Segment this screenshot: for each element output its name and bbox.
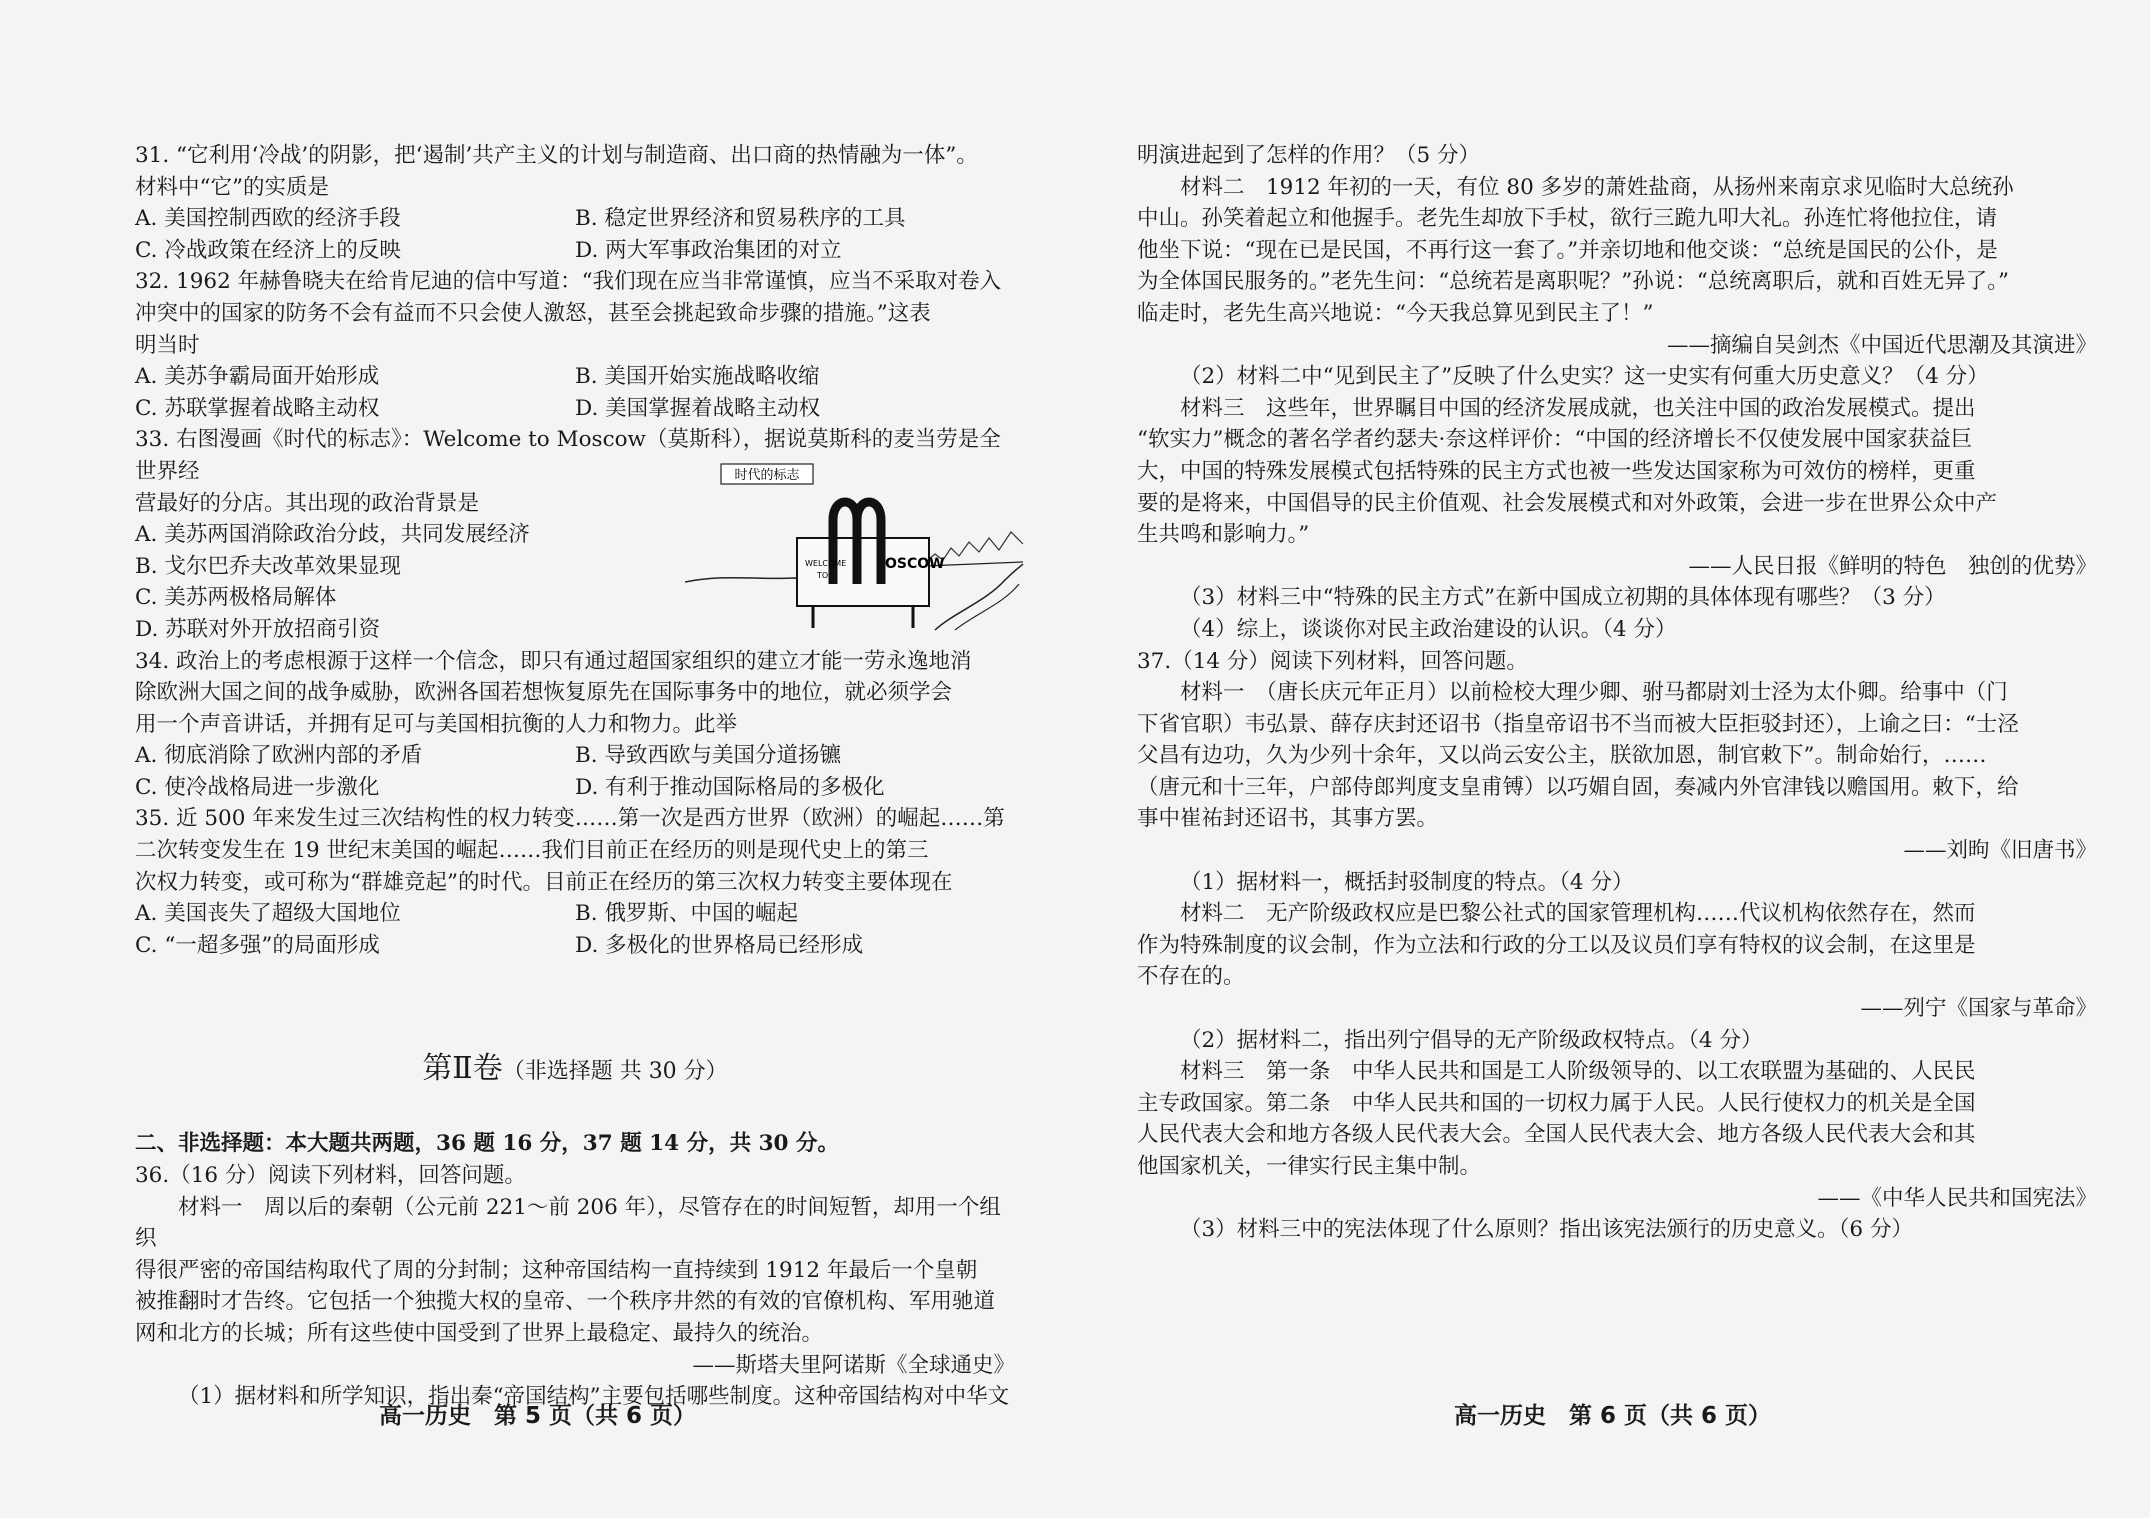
q36-material-3: “软实力”概念的著名学者约瑟夫·奈这样评价：“中国的经济增长不仅使发展中国家获益巨 bbox=[1137, 427, 1973, 453]
q37-material-1: （唐元和十三年，户部侍郎判度支皇甫镈）以巧媚自固，奏减内外官津钱以赡国用。敕下，给 bbox=[1137, 774, 2019, 800]
q33-option-c: C. 美苏两极格局解体 bbox=[135, 585, 337, 611]
q34-options bbox=[135, 740, 1015, 803]
q32-options bbox=[135, 361, 1015, 424]
question-33 bbox=[135, 424, 1015, 645]
q36-material-1: 网和北方的长城；所有这些使中国受到了世界上最稳定、最持久的统治。 bbox=[135, 1321, 824, 1346]
q36-material-2: 临走时，老先生高兴地说：“今天我总算见到民主了！” bbox=[1137, 300, 1654, 326]
q32-option-b: B. 美国开始实施战略收缩 bbox=[575, 364, 820, 390]
billboard-to: TO bbox=[817, 571, 829, 581]
q33-option-b: B. 戈尔巴乔夫改革效果显现 bbox=[135, 553, 401, 579]
q31-option-a: A. 美国控制西欧的经济手段 bbox=[135, 206, 401, 232]
page-footer: 高一历史 第 5 页（共 6 页） bbox=[378, 1403, 697, 1429]
q31-stem: 材料中“它”的实质是 bbox=[135, 174, 329, 200]
question-32 bbox=[135, 266, 1015, 424]
page-6 bbox=[1075, 0, 2150, 1518]
q36-material-3: 要的是将来，中国倡导的民主价值观、社会发展模式和对外政策，会进一步在世界公众中产 bbox=[1137, 490, 1998, 516]
q37-material-1: 父昌有边功，久为少列十余年，又以尚云安公主，朕欲加恩，制官敕下”。制命始行，…… bbox=[1137, 743, 1987, 769]
q34-option-d: D. 有利于推动国际格局的多极化 bbox=[575, 774, 885, 800]
q35-option-a: A. 美国丧失了超级大国地位 bbox=[135, 901, 401, 927]
q37-material-2: 作为特殊制度的议会制，作为立法和行政的分工以及议员们享有特权的议会制，在这里是 bbox=[1137, 932, 1976, 958]
q34-stem: 34. 政治上的考虑根源于这样一个信念，即只有通过超国家组织的建立才能一劳永逸地消 bbox=[135, 648, 972, 674]
q33-option-d: D. 苏联对外开放招商引资 bbox=[135, 616, 381, 642]
q37-material-3: 材料三 第一条 中华人民共和国是工人阶级领导的、以工农联盟为基础的、人民民 bbox=[1180, 1059, 1976, 1085]
q37-citation-1: ——刘昫《旧唐书》 bbox=[1903, 838, 2097, 864]
cartoon-title: 时代的标志 bbox=[734, 468, 800, 484]
q37-material-1: 下省官职）韦弘景、薛存庆封还诏书（指皇帝诏书不当而被大臣拒驳封还），上谕之曰：“士泾 bbox=[1137, 711, 2019, 737]
q36-material-3: 生共鸣和影响力。” bbox=[1137, 522, 1310, 548]
q35-option-c: C. “一超多强”的局面形成 bbox=[135, 932, 380, 958]
q37-material-2: 材料二 无产阶级政权应是巴黎公社式的国家管理机构……代议机构依然存在，然而 bbox=[1180, 901, 1976, 927]
question-37 bbox=[1137, 646, 2097, 1246]
q36-material-1: 材料一 周以后的秦朝（公元前 221～前 206 年），尽管存在的时间短暂，却用一个组织 bbox=[135, 1194, 1001, 1252]
q36-intro: 36.（16 分）阅读下列材料，回答问题。 bbox=[135, 1163, 526, 1189]
q34-option-a: A. 彻底消除了欧洲内部的矛盾 bbox=[135, 743, 423, 769]
cartoon-horizon bbox=[685, 578, 805, 582]
q35-stem: 二次转变发生在 19 世纪末美国的崛起……我们目前正在经历的则是现代史上的第三 bbox=[135, 838, 929, 864]
q37-material-3: 主专政国家。第二条 中华人民共和国的一切权力属于人民。人民行使权力的机关是全国 bbox=[1137, 1090, 1976, 1116]
question-31 bbox=[135, 140, 1015, 266]
q37-material-1: 事中崔祐封还诏书，其事方罢。 bbox=[1137, 806, 1439, 832]
q37-subquestion-2: （2）据材料二，指出列宁倡导的无产阶级政权特点。（4 分） bbox=[1180, 1027, 1763, 1053]
section-title-main: 第Ⅱ卷 bbox=[422, 1051, 503, 1087]
q36-material-2: 中山。孙笑着起立和他握手。老先生却放下手杖，欲行三跪九叩大礼。孙连忙将他拉住，请 bbox=[1137, 206, 1998, 232]
q37-citation-2: ——列宁《国家与革命》 bbox=[1860, 996, 2097, 1022]
q37-subquestion-1: （1）据材料一，概括封驳制度的特点。（4 分） bbox=[1180, 869, 1634, 895]
q36-subquestion-1: （1）据材料和所学知识，指出秦“帝国结构”主要包括哪些制度。这种帝国结构对中华文 bbox=[178, 1384, 1010, 1410]
q33-option-a: A. 美苏两国消除政治分歧，共同发展经济 bbox=[135, 522, 530, 548]
q37-subquestion-3: （3）材料三中的宪法体现了什么原则？指出该宪法颁行的历史意义。（6 分） bbox=[1180, 1217, 1913, 1243]
q34-stem: 用一个声音讲话，并拥有足可与美国相抗衡的人力和物力。此举 bbox=[135, 711, 738, 737]
q36-material-1: 被推翻时才告终。它包括一个独揽大权的皇帝、一个秩序井然的有效的官僚机构、军用驰道 bbox=[135, 1289, 996, 1315]
q33-stem: 营最好的分店。其出现的政治背景是 bbox=[135, 490, 480, 516]
q37-citation-3: ——《中华人民共和国宪法》 bbox=[1817, 1185, 2097, 1211]
q32-option-a: A. 美苏争霸局面开始形成 bbox=[135, 364, 380, 390]
q37-material-3: 他国家机关，一律实行民主集中制。 bbox=[1137, 1154, 1482, 1179]
q36-material-1: 得很严密的帝国结构取代了周的分封制；这种帝国结构一直持续到 1912 年最后一个皇朝 bbox=[135, 1257, 978, 1283]
q35-option-d: D. 多极化的世界格局已经形成 bbox=[575, 932, 864, 958]
q35-option-b: B. 俄罗斯、中国的崛起 bbox=[575, 901, 798, 927]
q36-material-2: 材料二 1912 年初的一天，有位 80 多岁的萧姓盐商，从扬州来南京求见临时大总统孙 bbox=[1180, 174, 2014, 200]
q36-material-3: 大，中国的特殊发展模式包括特殊的民主方式也被一些发达国家称为可效仿的榜样，更重 bbox=[1137, 458, 1976, 484]
q31-option-c: C. 冷战政策在经济上的反映 bbox=[135, 237, 401, 263]
q31-options bbox=[135, 203, 1015, 266]
q36-material-3: 材料三 这些年，世界瞩目中国的经济发展成就，也关注中国的政治发展模式。提出 bbox=[1180, 395, 1976, 421]
section-title-sub: （非选择题 共 30 分） bbox=[502, 1059, 728, 1085]
q34-stem: 除欧洲大国之间的战争威胁，欧洲各国若想恢复原先在国际事务中的地位，就必须学会 bbox=[135, 680, 953, 706]
q35-stem: 35. 近 500 年来发生过三次结构性的权力转变……第一次是西方世界（欧洲）的崛起……第 bbox=[135, 806, 1005, 832]
q34-option-c: C. 使冷战格局进一步激化 bbox=[135, 774, 380, 800]
q32-stem: 冲突中的国家的防务不会有益而不只会使人激怒，甚至会挑起致命步骤的措施。”这表 bbox=[135, 300, 931, 326]
q37-material-1: 材料一 （唐长庆元年正月）以前检校大理少卿、驸马都尉刘士泾为太仆卿。给事中（门 bbox=[1180, 680, 2008, 706]
q32-stem: 明当时 bbox=[135, 332, 200, 358]
section-title bbox=[135, 1049, 1015, 1092]
question-34 bbox=[135, 646, 1015, 804]
billboard-moscow: OSCOW bbox=[885, 556, 945, 573]
q36-subquestion-2: （2）材料二中“见到民主了”反映了什么史实？这一史实有何重大历史意义？（4 分） bbox=[1180, 364, 1989, 390]
q36-subquestion-3: （3）材料三中“特殊的民主方式”在新中国成立初期的具体体现有哪些？（3 分） bbox=[1180, 585, 1946, 611]
question-35 bbox=[135, 803, 1015, 961]
billboard-welcome: WELCOME bbox=[805, 559, 847, 569]
q35-options bbox=[135, 898, 1015, 961]
q37-material-2: 不存在的。 bbox=[1137, 964, 1245, 990]
q35-stem: 次权力转变，或可称为“群雄竞起”的时代。目前正在经历的第三次权力转变主要体现在 bbox=[135, 869, 953, 895]
q32-option-c: C. 苏联掌握着战略主动权 bbox=[135, 395, 380, 421]
q33-stem: 33. 右图漫画《时代的标志》：Welcome to Moscow（莫斯科），据说莫斯科的麦当劳是全世界经 bbox=[135, 427, 1001, 484]
q36-subquestion-4: （4）综上，谈谈你对民主政治建设的认识。（4 分） bbox=[1180, 616, 1677, 642]
left-column bbox=[135, 140, 1015, 1413]
part-two-heading: 二、非选择题：本大题共两题，36 题 16 分，37 题 14 分，共 30 分。 bbox=[135, 1131, 839, 1157]
q37-intro: 37.（14 分）阅读下列材料，回答问题。 bbox=[1137, 648, 1528, 674]
page-footer: 高一历史 第 6 页（共 6 页） bbox=[1453, 1403, 1772, 1429]
q32-option-d: D. 美国掌握着战略主动权 bbox=[575, 395, 821, 421]
q36-citation-1: ——斯塔夫里阿诺斯《全球通史》 bbox=[692, 1352, 1015, 1378]
q34-option-b: B. 导致西欧与美国分道扬镳 bbox=[575, 743, 841, 769]
q31-stem: 31. “它利用‘冷战’的阴影，把‘遏制’共产主义的计划与制造商、出口商的热情融为一体”。 bbox=[135, 143, 978, 168]
q36-subquestion-1-cont: 明演进起到了怎样的作用？（5 分） bbox=[1137, 143, 1481, 168]
cartoon-road-edge bbox=[955, 584, 1019, 630]
q31-option-b: B. 稳定世界经济和贸易秩序的工具 bbox=[575, 206, 906, 232]
right-column bbox=[1137, 140, 2097, 1246]
q36-material-2: 他坐下说：“现在已是民国，不再行这一套了。”并亲切地和他交谈：“总统是国民的公仆，是 bbox=[1137, 237, 1998, 263]
cartoon-sign-of-the-times bbox=[685, 462, 1025, 632]
q37-material-3: 人民代表大会和地方各级人民代表大会。全国人民代表大会、地方各级人民代表大会和其 bbox=[1137, 1122, 1976, 1148]
q32-stem: 32. 1962 年赫鲁晓夫在给肯尼迪的信中写道：“我们现在应当非常谨慎，应当不采取对卷入 bbox=[135, 269, 1002, 295]
q36-material-2: 为全体国民服务的。”老先生问：“总统若是离职呢？”孙说：“总统离职后，就和百姓无异了。” bbox=[1137, 269, 2009, 295]
q31-option-d: D. 两大军事政治集团的对立 bbox=[575, 237, 842, 263]
q36-citation-2: ——摘编自吴剑杰《中国近代思潮及其演进》 bbox=[1666, 332, 2097, 358]
q36-citation-3: ——人民日报《鲜明的特色 独创的优势》 bbox=[1688, 553, 2097, 579]
question-36 bbox=[135, 1160, 1015, 1413]
cartoon-road bbox=[935, 564, 1023, 630]
